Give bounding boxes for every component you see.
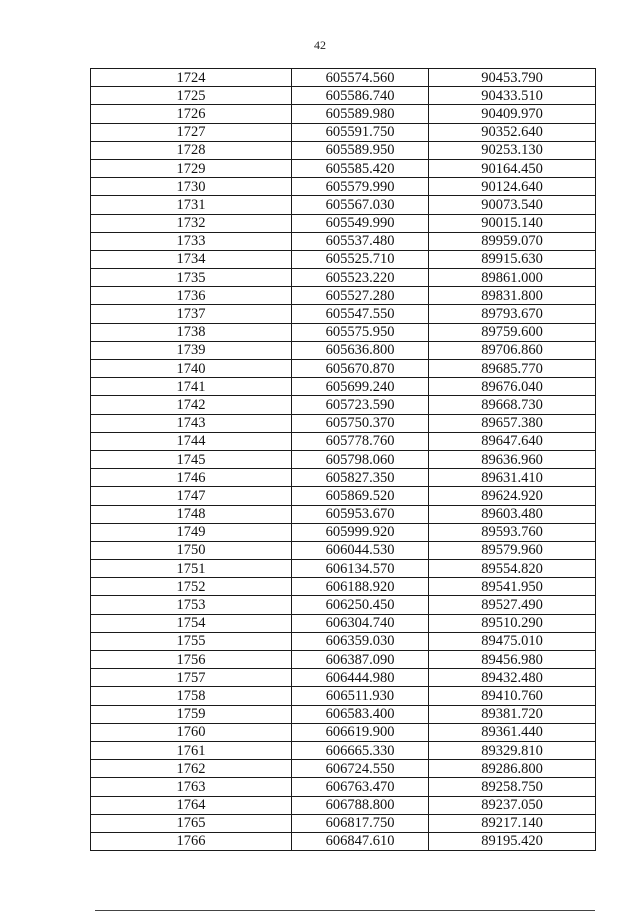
x-coordinate-cell: 606763.470 bbox=[292, 778, 429, 796]
x-coordinate-cell: 605537.480 bbox=[292, 232, 429, 250]
y-coordinate-cell: 89527.490 bbox=[429, 596, 596, 614]
point-number-cell: 1734 bbox=[91, 250, 292, 268]
point-number-cell: 1735 bbox=[91, 269, 292, 287]
y-coordinate-cell: 90073.540 bbox=[429, 196, 596, 214]
table-row bbox=[91, 105, 596, 123]
point-number-cell: 1726 bbox=[91, 105, 292, 123]
point-number-cell: 1742 bbox=[91, 396, 292, 414]
point-number-cell: 1745 bbox=[91, 450, 292, 468]
y-coordinate-cell: 89793.670 bbox=[429, 305, 596, 323]
table-row bbox=[91, 69, 596, 87]
table-row bbox=[91, 232, 596, 250]
x-coordinate-cell: 605827.350 bbox=[292, 469, 429, 487]
y-coordinate-cell: 89685.770 bbox=[429, 360, 596, 378]
y-coordinate-cell: 89510.290 bbox=[429, 614, 596, 632]
y-coordinate-cell: 89861.000 bbox=[429, 269, 596, 287]
y-coordinate-cell: 89361.440 bbox=[429, 723, 596, 741]
x-coordinate-cell: 606665.330 bbox=[292, 741, 429, 759]
table-row bbox=[91, 541, 596, 559]
x-coordinate-cell: 605953.670 bbox=[292, 505, 429, 523]
point-number-cell: 1761 bbox=[91, 741, 292, 759]
y-coordinate-cell: 89381.720 bbox=[429, 705, 596, 723]
y-coordinate-cell: 89217.140 bbox=[429, 814, 596, 832]
x-coordinate-cell: 606134.570 bbox=[292, 560, 429, 578]
table-row bbox=[91, 196, 596, 214]
y-coordinate-cell: 90015.140 bbox=[429, 214, 596, 232]
x-coordinate-cell: 606387.090 bbox=[292, 651, 429, 669]
point-number-cell: 1733 bbox=[91, 232, 292, 250]
table-row bbox=[91, 123, 596, 141]
x-coordinate-cell: 605523.220 bbox=[292, 269, 429, 287]
y-coordinate-cell: 89668.730 bbox=[429, 396, 596, 414]
table-row bbox=[91, 760, 596, 778]
table-row bbox=[91, 832, 596, 850]
table-row bbox=[91, 669, 596, 687]
point-number-cell: 1739 bbox=[91, 341, 292, 359]
x-coordinate-cell: 605575.950 bbox=[292, 323, 429, 341]
x-coordinate-cell: 606250.450 bbox=[292, 596, 429, 614]
table-row bbox=[91, 141, 596, 159]
y-coordinate-cell: 89706.860 bbox=[429, 341, 596, 359]
y-coordinate-cell: 90433.510 bbox=[429, 87, 596, 105]
y-coordinate-cell: 89831.800 bbox=[429, 287, 596, 305]
point-number-cell: 1753 bbox=[91, 596, 292, 614]
point-number-cell: 1724 bbox=[91, 69, 292, 87]
x-coordinate-cell: 606044.530 bbox=[292, 541, 429, 559]
table-row bbox=[91, 414, 596, 432]
point-number-cell: 1725 bbox=[91, 87, 292, 105]
x-coordinate-cell: 606304.740 bbox=[292, 614, 429, 632]
point-number-cell: 1738 bbox=[91, 323, 292, 341]
y-coordinate-cell: 89237.050 bbox=[429, 796, 596, 814]
x-coordinate-cell: 606788.800 bbox=[292, 796, 429, 814]
table-row bbox=[91, 487, 596, 505]
x-coordinate-cell: 605567.030 bbox=[292, 196, 429, 214]
point-number-cell: 1755 bbox=[91, 632, 292, 650]
point-number-cell: 1752 bbox=[91, 578, 292, 596]
x-coordinate-cell: 605586.740 bbox=[292, 87, 429, 105]
y-coordinate-cell: 89631.410 bbox=[429, 469, 596, 487]
table-row bbox=[91, 378, 596, 396]
point-number-cell: 1747 bbox=[91, 487, 292, 505]
point-number-cell: 1760 bbox=[91, 723, 292, 741]
table-row bbox=[91, 723, 596, 741]
table-row bbox=[91, 214, 596, 232]
table-row bbox=[91, 778, 596, 796]
x-coordinate-cell: 606847.610 bbox=[292, 832, 429, 850]
y-coordinate-cell: 90164.450 bbox=[429, 159, 596, 177]
y-coordinate-cell: 89195.420 bbox=[429, 832, 596, 850]
x-coordinate-cell: 606724.550 bbox=[292, 760, 429, 778]
point-number-cell: 1763 bbox=[91, 778, 292, 796]
y-coordinate-cell: 89456.980 bbox=[429, 651, 596, 669]
point-number-cell: 1756 bbox=[91, 651, 292, 669]
y-coordinate-cell: 89432.480 bbox=[429, 669, 596, 687]
y-coordinate-cell: 90124.640 bbox=[429, 178, 596, 196]
table-row bbox=[91, 523, 596, 541]
x-coordinate-cell: 605547.550 bbox=[292, 305, 429, 323]
point-number-cell: 1765 bbox=[91, 814, 292, 832]
point-number-cell: 1754 bbox=[91, 614, 292, 632]
x-coordinate-cell: 605798.060 bbox=[292, 450, 429, 468]
x-coordinate-cell: 605579.990 bbox=[292, 178, 429, 196]
x-coordinate-cell: 605574.560 bbox=[292, 69, 429, 87]
y-coordinate-cell: 90253.130 bbox=[429, 141, 596, 159]
table-row bbox=[91, 632, 596, 650]
table-row bbox=[91, 159, 596, 177]
y-coordinate-cell: 89915.630 bbox=[429, 250, 596, 268]
y-coordinate-cell: 90352.640 bbox=[429, 123, 596, 141]
point-number-cell: 1759 bbox=[91, 705, 292, 723]
y-coordinate-cell: 89579.960 bbox=[429, 541, 596, 559]
y-coordinate-cell: 90453.790 bbox=[429, 69, 596, 87]
table-row bbox=[91, 323, 596, 341]
x-coordinate-cell: 606511.930 bbox=[292, 687, 429, 705]
point-number-cell: 1748 bbox=[91, 505, 292, 523]
table-row bbox=[91, 269, 596, 287]
x-coordinate-cell: 605999.920 bbox=[292, 523, 429, 541]
point-number-cell: 1743 bbox=[91, 414, 292, 432]
y-coordinate-cell: 89329.810 bbox=[429, 741, 596, 759]
table-row bbox=[91, 396, 596, 414]
coordinate-table bbox=[90, 68, 596, 851]
y-coordinate-cell: 89759.600 bbox=[429, 323, 596, 341]
point-number-cell: 1740 bbox=[91, 360, 292, 378]
point-number-cell: 1732 bbox=[91, 214, 292, 232]
x-coordinate-cell: 605525.710 bbox=[292, 250, 429, 268]
point-number-cell: 1751 bbox=[91, 560, 292, 578]
x-coordinate-cell: 606817.750 bbox=[292, 814, 429, 832]
point-number-cell: 1744 bbox=[91, 432, 292, 450]
table-row bbox=[91, 578, 596, 596]
table-row bbox=[91, 505, 596, 523]
point-number-cell: 1727 bbox=[91, 123, 292, 141]
point-number-cell: 1730 bbox=[91, 178, 292, 196]
x-coordinate-cell: 606619.900 bbox=[292, 723, 429, 741]
y-coordinate-cell: 90409.970 bbox=[429, 105, 596, 123]
y-coordinate-cell: 89258.750 bbox=[429, 778, 596, 796]
table-row bbox=[91, 305, 596, 323]
x-coordinate-cell: 606359.030 bbox=[292, 632, 429, 650]
x-coordinate-cell: 605723.590 bbox=[292, 396, 429, 414]
y-coordinate-cell: 89475.010 bbox=[429, 632, 596, 650]
table-row bbox=[91, 469, 596, 487]
point-number-cell: 1757 bbox=[91, 669, 292, 687]
x-coordinate-cell: 606444.980 bbox=[292, 669, 429, 687]
y-coordinate-cell: 89603.480 bbox=[429, 505, 596, 523]
table-row bbox=[91, 814, 596, 832]
x-coordinate-cell: 606188.920 bbox=[292, 578, 429, 596]
x-coordinate-cell: 605589.980 bbox=[292, 105, 429, 123]
table-row bbox=[91, 705, 596, 723]
table-row bbox=[91, 651, 596, 669]
y-coordinate-cell: 89593.760 bbox=[429, 523, 596, 541]
x-coordinate-cell: 605778.760 bbox=[292, 432, 429, 450]
table-row bbox=[91, 741, 596, 759]
point-number-cell: 1728 bbox=[91, 141, 292, 159]
point-number-cell: 1766 bbox=[91, 832, 292, 850]
table-row bbox=[91, 687, 596, 705]
y-coordinate-cell: 89286.800 bbox=[429, 760, 596, 778]
x-coordinate-cell: 605549.990 bbox=[292, 214, 429, 232]
x-coordinate-cell: 605670.870 bbox=[292, 360, 429, 378]
point-number-cell: 1762 bbox=[91, 760, 292, 778]
x-coordinate-cell: 605750.370 bbox=[292, 414, 429, 432]
table-row bbox=[91, 178, 596, 196]
y-coordinate-cell: 89410.760 bbox=[429, 687, 596, 705]
x-coordinate-cell: 605527.280 bbox=[292, 287, 429, 305]
y-coordinate-cell: 89636.960 bbox=[429, 450, 596, 468]
y-coordinate-cell: 89676.040 bbox=[429, 378, 596, 396]
point-number-cell: 1729 bbox=[91, 159, 292, 177]
point-number-cell: 1749 bbox=[91, 523, 292, 541]
y-coordinate-cell: 89657.380 bbox=[429, 414, 596, 432]
x-coordinate-cell: 605585.420 bbox=[292, 159, 429, 177]
table-row bbox=[91, 250, 596, 268]
x-coordinate-cell: 605589.950 bbox=[292, 141, 429, 159]
point-number-cell: 1750 bbox=[91, 541, 292, 559]
x-coordinate-cell: 606583.400 bbox=[292, 705, 429, 723]
point-number-cell: 1736 bbox=[91, 287, 292, 305]
page-bottom-rule bbox=[95, 910, 595, 911]
point-number-cell: 1758 bbox=[91, 687, 292, 705]
table-row bbox=[91, 287, 596, 305]
y-coordinate-cell: 89624.920 bbox=[429, 487, 596, 505]
point-number-cell: 1737 bbox=[91, 305, 292, 323]
point-number-cell: 1746 bbox=[91, 469, 292, 487]
y-coordinate-cell: 89541.950 bbox=[429, 578, 596, 596]
table-row bbox=[91, 614, 596, 632]
table-row bbox=[91, 796, 596, 814]
table-row bbox=[91, 450, 596, 468]
table-row bbox=[91, 360, 596, 378]
x-coordinate-cell: 605591.750 bbox=[292, 123, 429, 141]
table-row bbox=[91, 560, 596, 578]
table-body bbox=[91, 69, 596, 851]
x-coordinate-cell: 605869.520 bbox=[292, 487, 429, 505]
y-coordinate-cell: 89647.640 bbox=[429, 432, 596, 450]
table-row bbox=[91, 432, 596, 450]
table-row bbox=[91, 87, 596, 105]
page-number: 42 bbox=[314, 38, 326, 52]
table-row bbox=[91, 596, 596, 614]
x-coordinate-cell: 605699.240 bbox=[292, 378, 429, 396]
point-number-cell: 1741 bbox=[91, 378, 292, 396]
point-number-cell: 1764 bbox=[91, 796, 292, 814]
y-coordinate-cell: 89959.070 bbox=[429, 232, 596, 250]
table-row bbox=[91, 341, 596, 359]
x-coordinate-cell: 605636.800 bbox=[292, 341, 429, 359]
y-coordinate-cell: 89554.820 bbox=[429, 560, 596, 578]
point-number-cell: 1731 bbox=[91, 196, 292, 214]
